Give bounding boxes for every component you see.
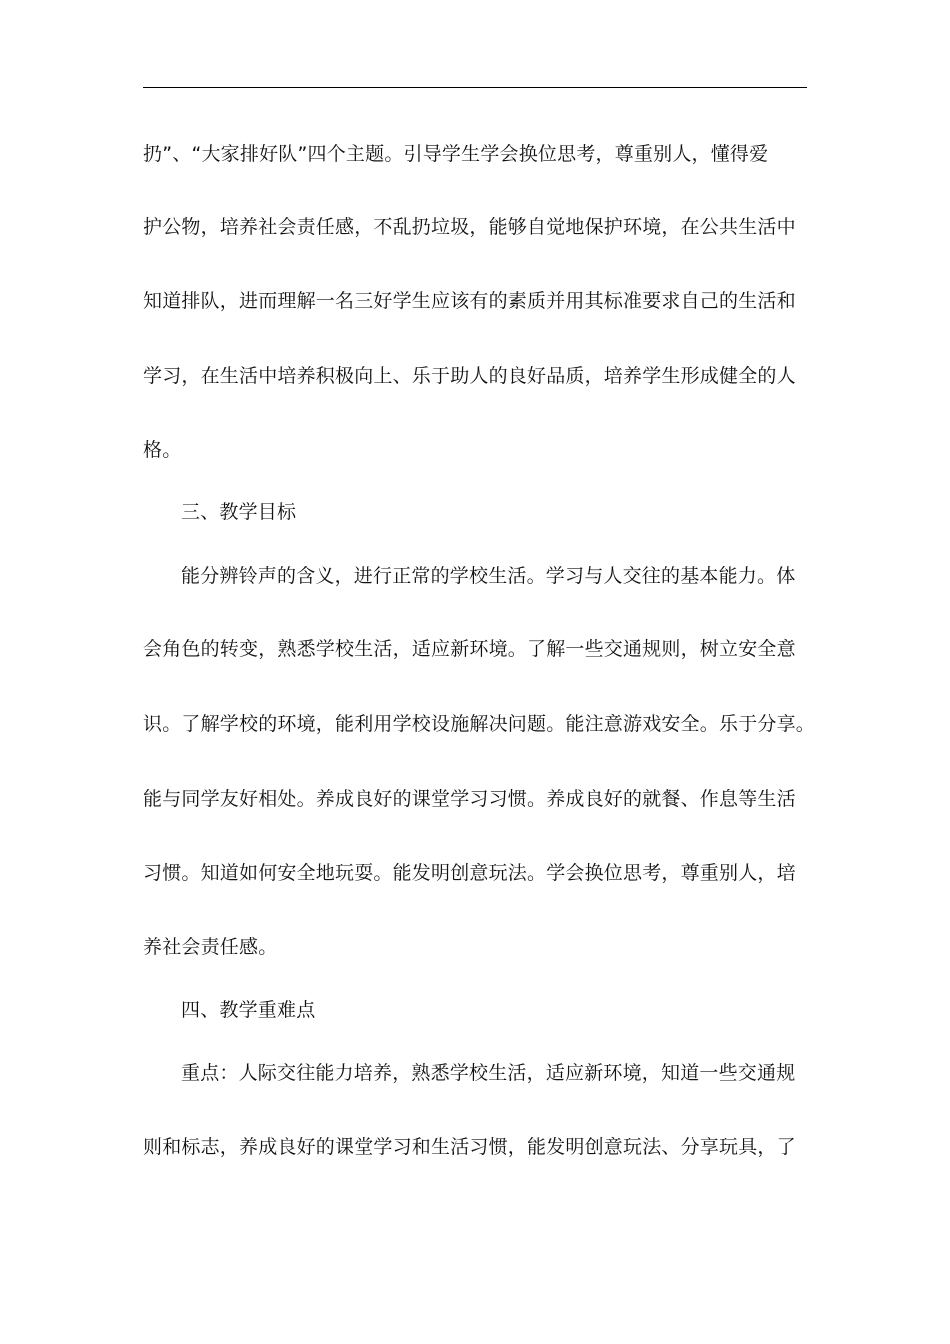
paragraph-line: 能分辨铃声的含义，进行正常的学校生活。学习与人交往的基本能力。体 — [181, 565, 796, 587]
section-heading: 三、教学目标 — [181, 501, 297, 523]
paragraph-line: 识。了解学校的环境，能利用学校设施解决问题。能注意游戏安全。乐于分享。 — [143, 713, 816, 735]
paragraph-line: 重点：人际交往能力培养，熟悉学校生活，适应新环境，知道一些交通规 — [181, 1062, 796, 1084]
paragraph-line: 则和标志，养成良好的课堂学习和生活习惯，能发明创意玩法、分享玩具，了 — [143, 1136, 796, 1158]
paragraph-line: 能与同学友好相处。养成良好的课堂学习习惯。养成良好的就餐、作息等生活 — [143, 788, 796, 810]
paragraph-line: 扔”、“大家排好队”四个主题。引导学生学会换位思考，尊重别人，懂得爱 — [143, 143, 769, 165]
paragraph-line: 习惯。知道如何安全地玩耍。能发明创意玩法。学会换位思考，尊重别人，培 — [143, 862, 796, 884]
section-heading: 四、教学重难点 — [181, 999, 316, 1021]
paragraph-line: 会角色的转变，熟悉学校生活，适应新环境。了解一些交通规则，树立安全意 — [143, 638, 796, 660]
header-rule — [143, 87, 807, 88]
paragraph-line: 养社会责任感。 — [143, 936, 278, 958]
paragraph-line: 学习，在生活中培养积极向上、乐于助人的良好品质，培养学生形成健全的人 — [143, 365, 796, 387]
paragraph-line: 格。 — [143, 439, 182, 461]
paragraph-line: 护公物，培养社会责任感，不乱扔垃圾，能够自觉地保护环境，在公共生活中 — [143, 216, 796, 238]
paragraph-line: 知道排队，进而理解一名三好学生应该有的素质并用其标准要求自己的生活和 — [143, 290, 796, 312]
